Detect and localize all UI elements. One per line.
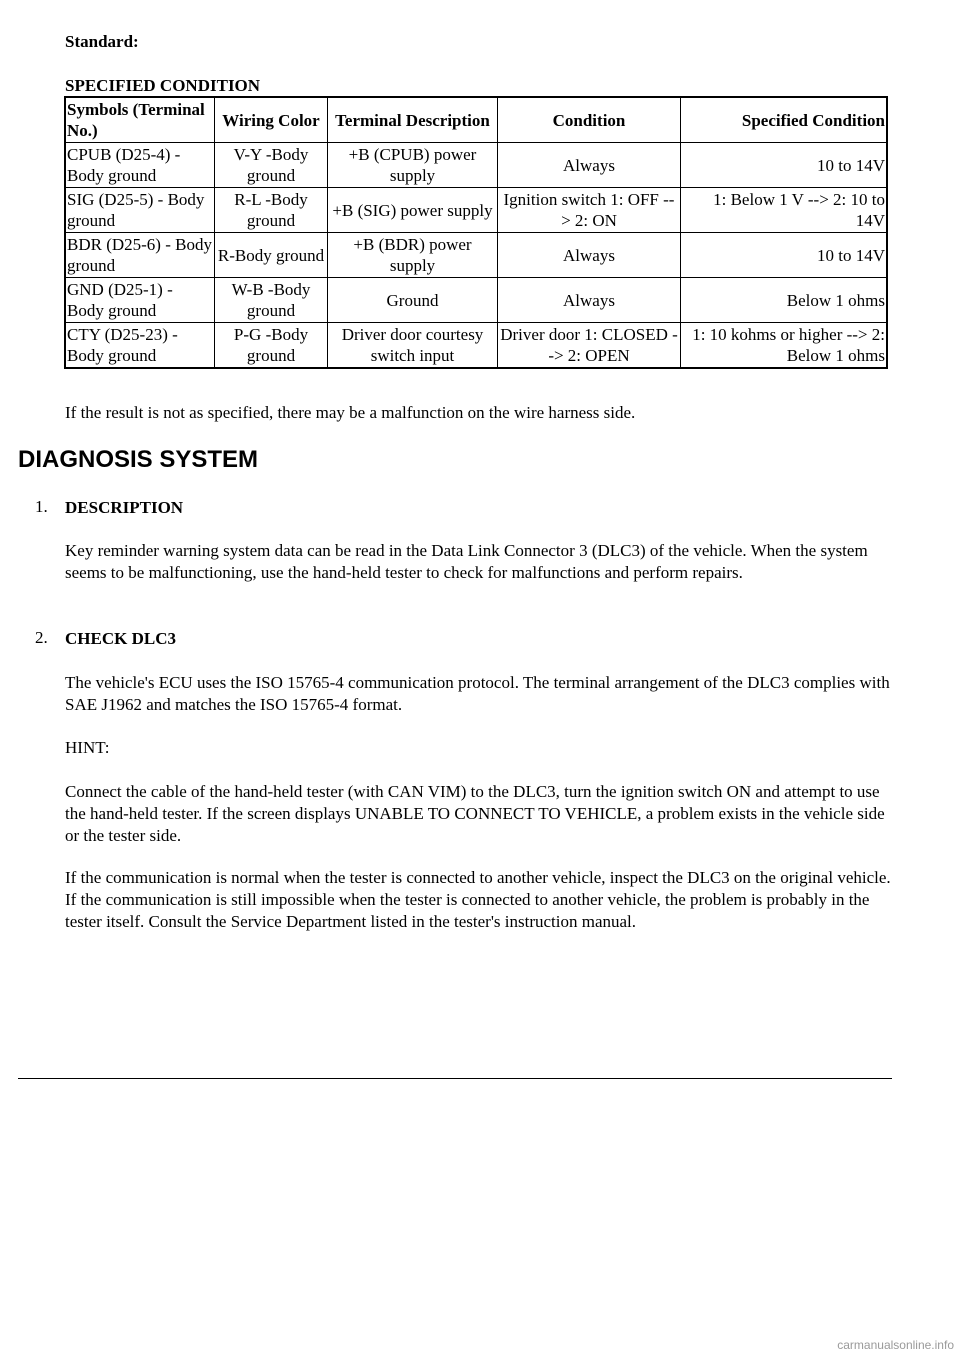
step-2-text: The vehicle's ECU uses the ISO 15765-4 communication protocol. The terminal arrangement of the DLC3 complies with SAE J1962 and matches the ISO 15765-4 format.: [65, 673, 890, 714]
step-1-title: DESCRIPTION: [65, 498, 184, 517]
bottom-divider: [18, 1078, 892, 1079]
table-row: [65, 323, 887, 369]
cell-specified: Below 1 ohms: [681, 278, 888, 323]
step-2-number: 2.: [35, 628, 48, 647]
hint-paragraph-2: If the communication is normal when the tester is connected to another vehicle, inspect the DLC3 on the original vehicle. If the communication is still impossible when the tester is connected to another vehicle, the problem is probably in the tester itself. Consult the Service Department listed in the tester's instruction manual.: [65, 868, 891, 931]
cell-symbol: GND (D25-1) - Body ground: [65, 278, 215, 323]
hint-label: HINT:: [65, 738, 110, 757]
cell-specified: 10 to 14V: [681, 233, 888, 278]
standard-label: Standard:: [65, 32, 139, 51]
cell-symbol: SIG (D25-5) - Body ground: [65, 188, 215, 233]
table-row: [65, 278, 887, 323]
footer-watermark[interactable]: carmanualsonline.info: [837, 1338, 954, 1352]
cell-condition: Always: [498, 143, 681, 188]
cell-terminal: +B (SIG) power supply: [328, 188, 498, 233]
cell-symbol: CTY (D25-23) - Body ground: [65, 323, 215, 369]
cell-wiring: W-B -Body ground: [215, 278, 328, 323]
specified-condition-table: [64, 96, 888, 369]
table-row: [65, 233, 887, 278]
cell-symbol: CPUB (D25-4) - Body ground: [65, 143, 215, 188]
header-specified-condition: Specified Condition: [681, 97, 888, 143]
cell-terminal: +B (BDR) power supply: [328, 233, 498, 278]
cell-condition: Ignition switch 1: OFF --> 2: ON: [498, 188, 681, 233]
cell-terminal: Ground: [328, 278, 498, 323]
step-1-text: Key reminder warning system data can be read in the Data Link Connector 3 (DLC3) of the vehicle. When the system seems to be malfunctioning, use the hand-held tester to check for malfunctions and perform repairs.: [65, 541, 868, 582]
cell-terminal: Driver door courtesy switch input: [328, 323, 498, 369]
cell-specified: 1: 10 kohms or higher --> 2: Below 1 ohms: [681, 323, 888, 369]
cell-specified: 10 to 14V: [681, 143, 888, 188]
step-2-title: CHECK DLC3: [65, 629, 176, 648]
header-terminal-description: Terminal Description: [328, 97, 498, 143]
spec-title: SPECIFIED CONDITION: [65, 76, 261, 95]
cell-condition: Driver door 1: CLOSED --> 2: OPEN: [498, 323, 681, 369]
hint-paragraph-1: Connect the cable of the hand-held tester (with CAN VIM) to the DLC3, turn the ignition switch ON and attempt to use the hand-held tester. If the screen displays UNABLE TO CONNECT TO VEHICLE, a problem exists in the vehicle side or the tester side.: [65, 782, 885, 845]
section-title-diagnosis-system: DIAGNOSIS SYSTEM: [18, 446, 259, 473]
cell-condition: Always: [498, 233, 681, 278]
cell-wiring: V-Y -Body ground: [215, 143, 328, 188]
result-note: If the result is not as specified, there may be a malfunction on the wire harness side.: [65, 403, 636, 422]
cell-wiring: R-L -Body ground: [215, 188, 328, 233]
cell-condition: Always: [498, 278, 681, 323]
cell-wiring: R-Body ground: [215, 233, 328, 278]
step-1-number: 1.: [35, 497, 48, 516]
table-row: [65, 188, 887, 233]
header-symbols: Symbols (Terminal No.): [65, 97, 215, 143]
cell-terminal: +B (CPUB) power supply: [328, 143, 498, 188]
header-condition: Condition: [498, 97, 681, 143]
header-wiring-color: Wiring Color: [215, 97, 328, 143]
table-header-row: [65, 97, 887, 143]
cell-specified: 1: Below 1 V --> 2: 10 to 14V: [681, 188, 888, 233]
cell-symbol: BDR (D25-6) - Body ground: [65, 233, 215, 278]
cell-wiring: P-G -Body ground: [215, 323, 328, 369]
table-row: [65, 143, 887, 188]
